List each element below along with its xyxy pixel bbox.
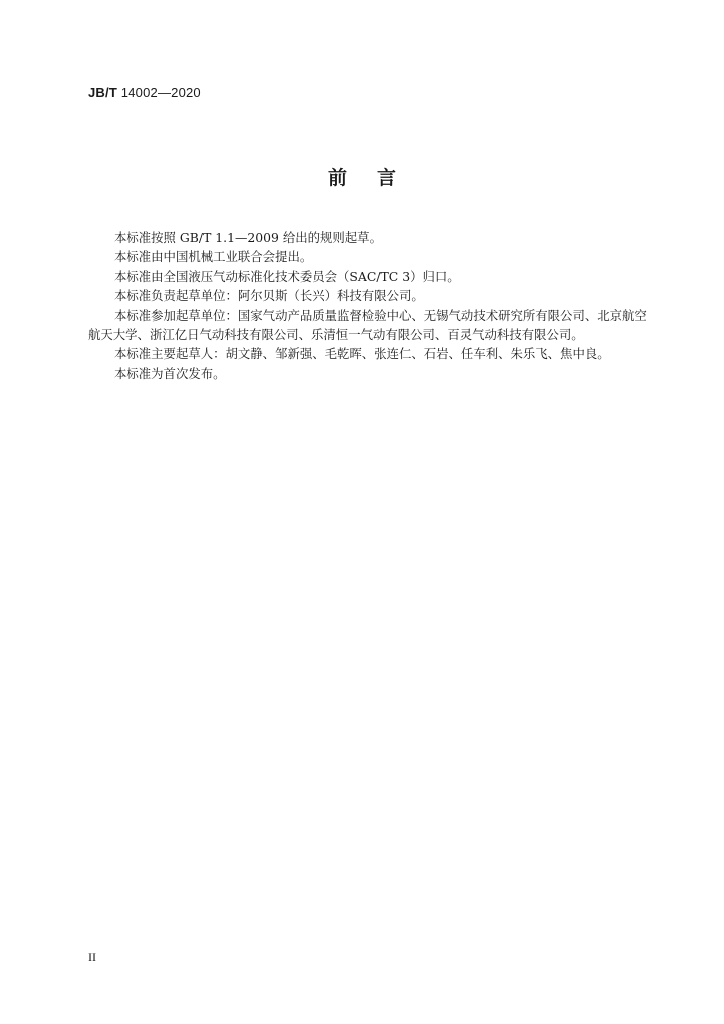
page-number: II — [88, 950, 96, 964]
paragraph-responsible-drafter: 本标准负责起草单位：阿尔贝斯（长兴）科技有限公司。 — [114, 288, 424, 304]
document-code-number: 14002—2020 — [116, 85, 201, 100]
foreword-body — [88, 228, 658, 383]
paragraph-first-release: 本标准为首次发布。 — [114, 365, 226, 381]
paragraph-under-jurisdiction: 本标准由全国液压气动标准化技术委员会（SAC/TC 3）归口。 — [114, 268, 460, 284]
document-code-prefix: JB/T — [88, 85, 117, 100]
paragraph-participating-drafters: 本标准参加起草单位：国家气动产品质量监督检验中心、无锡气动技术研究所有限公司、北京航空航天大学、浙江亿日气动科技有限公司、乐清恒一气动有限公司、百灵气动科技有限公司。 — [88, 307, 647, 343]
document-code — [88, 85, 201, 100]
paragraph-proposed-by: 本标准由中国机械工业联合会提出。 — [114, 249, 313, 265]
paragraph-drafting-rules: 本标准按照 GB/T 1.1—2009 给出的规则起草。 — [114, 230, 382, 245]
page-title: 前言 — [327, 167, 426, 189]
paragraph-main-drafters: 本标准主要起草人：胡文静、邹新强、毛乾晖、张连仁、石岩、任车利、朱乐飞、焦中良。 — [114, 346, 610, 362]
